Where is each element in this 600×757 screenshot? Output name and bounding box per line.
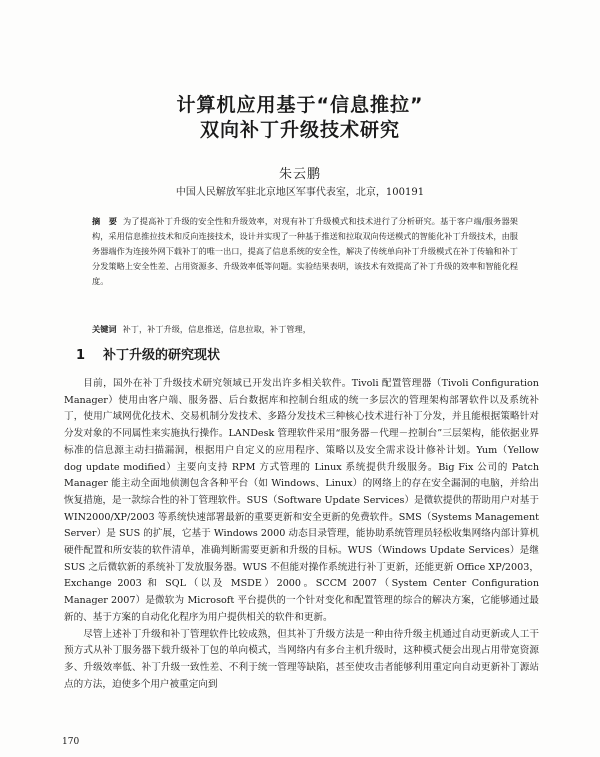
page-number: 170: [62, 737, 80, 747]
abstract: [92, 214, 518, 289]
section-heading: [76, 344, 220, 363]
section-number: 1: [76, 348, 86, 363]
keywords: [92, 322, 518, 337]
body-paragraph-2: 尽管上述补丁升级和补丁管理软件比较成熟，但其补丁升级方法是一种由待升级主机通过自动更新或人工干预方式从补丁服务器下载升级补丁包的单向模式，当网络内有多台主机升级时，这种模式便会出现占用带宽资源多、升级效率低、补丁升级一致性差、不利于统一管理等缺陷，甚至使攻击者能够利用重定向自动更新补丁源站点的方法，迫使多个用户被重定向到: [64, 628, 539, 690]
body-paragraph-1: 目前，国外在补丁升级技术研究领域已开发出许多相关软件。Tivoli 配置管理器（Tivoli Configuration Manager）使用由客户端、服务器、后台数据库和控制台组成的统一多层次的管理架构部署软件以及系统补丁，使用广域网优化技术、交易机制分发技术、多路分发技术三种核心技术进行补丁分发，并且能根据策略针对分发对象的不同属性来实施执行操作。LANDesk 管理软件采用“服务器－代理－控制台”三层架构，能依据业界标准的信息源主动扫描漏洞，根据用户自定义的应用程序、策略以及安全需求设计修补计划。Yum（Yellow dog update modified）主要向支持 RPM 方式管理的 Linux 系统提供升级服务。Big Fix 公司的 Patch Manager 能主动全面地侦测包含各种平台（如 Windows、Linux）的网络上的存在安全漏洞的电脑，并给出恢复措施，是一款综合性的补丁管理软件。SUS（Software Update Services）是微软提供的帮助用户对基于 WIN2000/XP/2003 等系统快速部署最新的重要更新和安全更新的免费软件。SMS（Systems Management Server）是 SUS 的扩展，它基于 Windows 2000 动态目录管理，能协助系统管理员轻松收集网络内部计算机硬件配置和所安装的软件清单，准确判断需要更新和升级的目标。WUS（Windows Update Services）是继 SUS 之后微软新的系统补丁发放服务器。WUS 不但能对操作系统进行补丁更新，还能更新 Office XP/2003，Exchange 2003 和 SQL（以及 MSDE）2000。SCCM 2007（System Center Configuration Manager 2007）是微软为 Microsoft 平台提供的一个针对变化和配置管理的综合的解决方案，它能够通过最新的、基于方案的自动化化程序为用户提供相关的软件和更新。: [64, 378, 539, 623]
abstract-text: 为了提高补丁升级的安全性和升级效率，对现有补丁升级模式和技术进行了分析研究。基于客户端/服务器架构，采用信息推拉技术和反向连接技术，设计并实现了一种基于推送和拉取双向传送模式的智能化补丁升级技术，由服务器端作为连接外网下载补丁的唯一出口，提高了信息系统的安全性，解决了传统单向补丁升级模式在补丁传输和补丁分发策略上安全性差、占用资源多、升级效率低等问题。实验结果表明，该技术有效提高了补丁升级的效率和智能化程度。: [92, 216, 518, 286]
keywords-label: 关键词: [92, 324, 117, 334]
abstract-label: 摘 要: [92, 216, 118, 226]
author-affiliation: 中国人民解放军驻北京地区军事代表室，北京，100191: [175, 187, 425, 198]
author-name: 朱云鹏: [278, 167, 321, 182]
keywords-text: 补丁，补丁升级，信息推送，信息拉取，补丁管理，: [122, 324, 311, 334]
body-text: [64, 376, 539, 693]
paper-title-line-2: 双向补丁升级技术研究: [199, 119, 400, 141]
section-title: 补丁升级的研究现状: [103, 348, 221, 363]
paper-title-line-1: 计算机应用基于“信息推拉”: [176, 94, 424, 116]
